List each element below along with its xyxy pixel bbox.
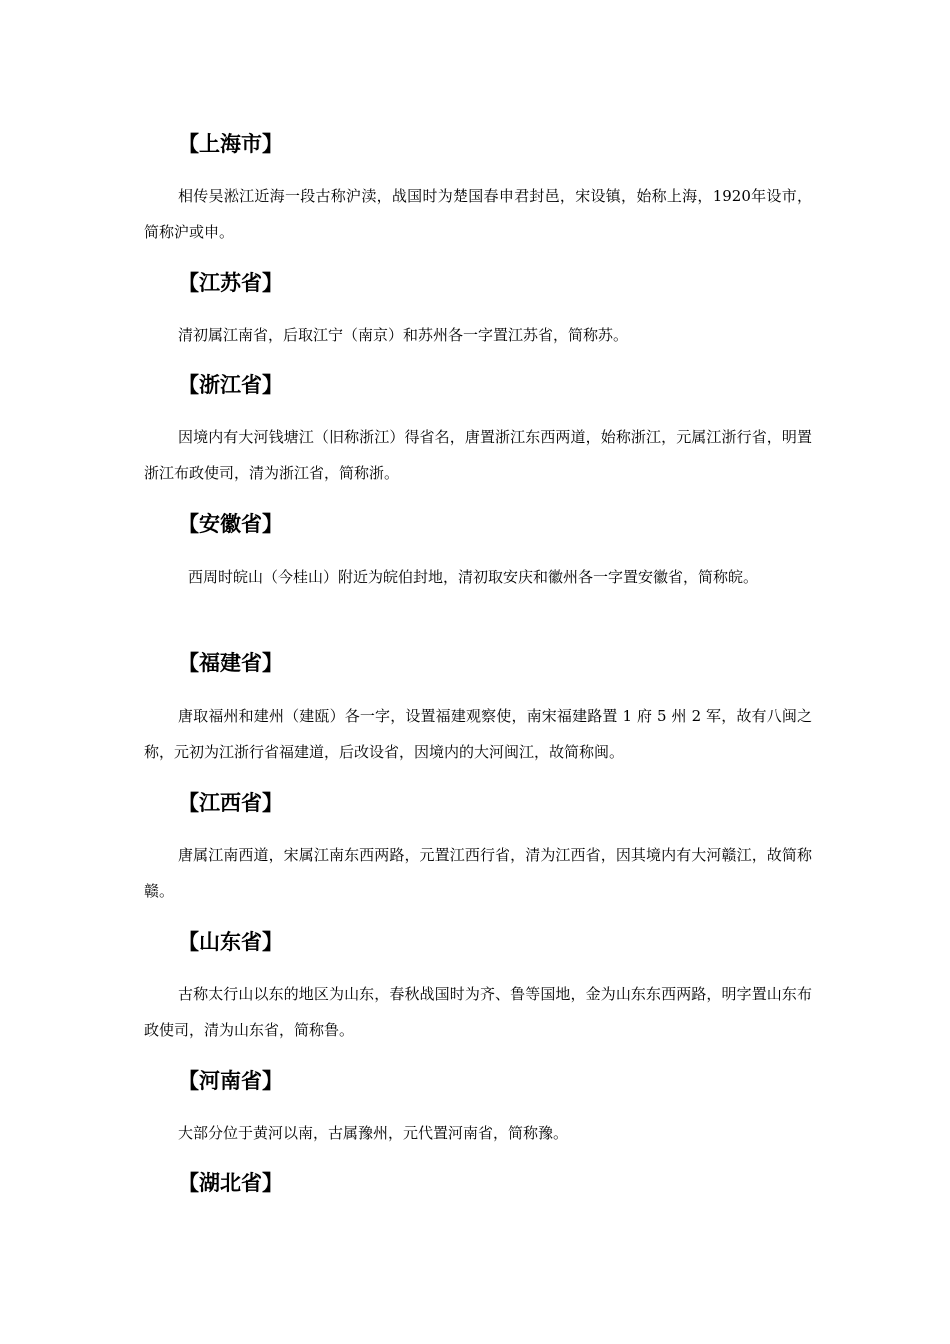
heading-shandong: 【山东省】	[178, 930, 283, 954]
heading-shanghai: 【上海市】	[178, 132, 283, 156]
heading-jiangsu: 【江苏省】	[178, 271, 283, 295]
heading-anhui: 【安徽省】	[178, 512, 283, 536]
paragraph-anhui: 西周时皖山（今桂山）附近为皖伯封地，清初取安庆和徽州各一字置安徽省，简称皖。	[188, 568, 759, 586]
heading-zhejiang: 【浙江省】	[178, 373, 283, 397]
heading-henan: 【河南省】	[178, 1069, 283, 1093]
paragraph-jiangsu: 清初属江南省，后取江宁（南京）和苏州各一字置江苏省，简称苏。	[178, 326, 629, 344]
paragraph-zhejiang: 因境内有大河钱塘江（旧称浙江）得省名，唐置浙江东西两道，始称浙江，元属江浙行省，明置浙江布政使司，清为浙江省，简称浙。	[144, 428, 812, 482]
heading-hubei: 【湖北省】	[178, 1171, 283, 1195]
paragraph-jiangxi: 唐属江南西道，宋属江南东西两路，元置江西行省，清为江西省，因其境内有大河赣江，故简称赣。	[144, 846, 812, 900]
paragraph-shandong: 古称太行山以东的地区为山东，春秋战国时为齐、鲁等国地，金为山东东西两路，明字置山东布政使司，清为山东省，简称鲁。	[144, 985, 812, 1039]
paragraph-shanghai: 相传吴淞江近海一段古称沪渎，战国时为楚国春申君封邑，宋设镇，始称上海，1920年设市，简称沪或申。	[144, 187, 812, 241]
paragraph-henan: 大部分位于黄河以南，古属豫州，元代置河南省，简称豫。	[178, 1124, 569, 1142]
paragraph-fujian: 唐取福州和建州（建瓯）各一字，设置福建观察使，南宋福建路置 1 府 5 州 2 军，故有八闽之称，元初为江浙行省福建道，后改设省，因境内的大河闽江，故简称闽。	[144, 707, 812, 761]
heading-fujian: 【福建省】	[178, 651, 283, 675]
heading-jiangxi: 【江西省】	[178, 791, 283, 815]
